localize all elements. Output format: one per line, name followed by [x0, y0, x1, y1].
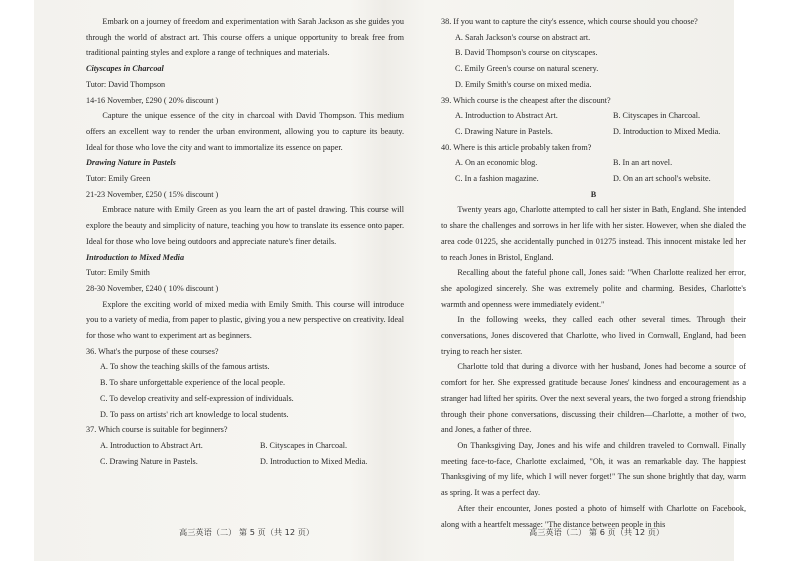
passage-paragraph-1: Twenty years ago, Charlotte attempted to call her sister in Bath, England. She intended to share the challenges and sorrows in her life with her sister. However, when she dialed the area code 01225, she accidentally punched in 01275 instead. This innocent mistake led her to reach Jones in Bristol, England. — [441, 205, 746, 262]
passage-paragraph-6: After their encounter, Jones posted a photo of himself with Charlotte on Facebook, along with a heartfelt message: "The distance between people in this — [441, 503, 746, 529]
course3-date: 21-23 November, £250 ( 15% discount ) — [86, 189, 219, 199]
course2-description: Capture the unique essence of the city in charcoal with David Thompson. This medium offers an excellent way to render the urban environment, allowing you to capture its beauty. Ideal for those who love the city and want to immortalize its essence on paper. — [86, 111, 404, 152]
passage-paragraph-5: On Thanksgiving Day, Jones and his wife and children traveled to Cornwall. Finally meeting face-to-face, Charlotte exclaimed, "Oh, it was an remarkable day. The happiest Thanksgiving of my life, which I will never forget!" The sun shone brightly that day, warm as spring. It was a perfect day. — [441, 440, 746, 498]
q40-option-c: C. In a fashion magazine. — [455, 174, 539, 184]
q38-option-b: B. David Thompson's course on cityscapes. — [455, 48, 598, 58]
q37-option-a: A. Introduction to Abstract Art. — [100, 440, 203, 450]
course3-description: Embrace nature with Emily Green as you learn the art of pastel drawing. This course will explore the beauty and simplicity of nature, teaching you how to translate its essence onto paper. Ideal for those who love being outdoors and appreciate nature's finer details. — [86, 205, 404, 246]
question-37: 37. Which course is suitable for beginners? — [86, 425, 228, 435]
question-40: 40. Where is this article probably taken from? — [441, 142, 592, 152]
course4-tutor: Tutor: Emily Smith — [86, 268, 150, 278]
q40-option-a: A. On an economic blog. — [455, 158, 538, 168]
q39-option-c: C. Drawing Nature in Pastels. — [455, 126, 553, 136]
left-column — [86, 14, 404, 469]
q36-option-c: C. To develop creativity and self-expression of individuals. — [100, 393, 294, 403]
course3-title: Drawing Nature in Pastels — [86, 158, 176, 168]
course4-description: Explore the exciting world of mixed media with Emily Smith. This course will introduce you to a variety of media, from paper to plastic, giving you a new perspective on creativity. Ideal for those who want to experiment art as beginners. — [86, 299, 404, 341]
q38-option-a: A. Sarah Jackson's course on abstract art. — [455, 32, 591, 42]
course2-date: 14-16 November, £290 ( 20% discount ) — [86, 95, 219, 105]
q40-options-row1 — [441, 155, 746, 171]
course1-description: Embark on a journey of freedom and experimentation with Sarah Jackson as she guides you through the world of abstract art. This course offers a unique opportunity to break free from traditional painting styles and explore a range of techniques and materials. — [86, 17, 404, 58]
right-column — [441, 14, 746, 532]
q39-option-b: B. Cityscapes in Charcoal. — [613, 111, 701, 121]
course4-title: Introduction to Mixed Media — [86, 252, 185, 262]
page-footer-right: 高三英语（二） 第 6 页（共 12 页） — [529, 527, 665, 537]
q38-option-c: C. Emily Green's course on natural scenery. — [455, 64, 599, 74]
page-footer-left: 高三英语（二） 第 5 页（共 12 页） — [179, 527, 315, 537]
course4-date: 28-30 November, £240 ( 10% discount ) — [86, 283, 219, 293]
q37-option-d: D. Introduction to Mixed Media. — [260, 456, 368, 466]
question-39: 39. Which course is the cheapest after the discount? — [441, 95, 611, 105]
q37-option-c: C. Drawing Nature in Pastels. — [100, 456, 198, 466]
q37-options-row2 — [86, 454, 404, 470]
question-36: 36. What's the purpose of these courses? — [86, 346, 219, 356]
q38-option-d: D. Emily Smith's course on mixed media. — [455, 79, 592, 89]
q40-option-b: B. In an art novel. — [613, 158, 673, 168]
q40-options-row2 — [441, 171, 746, 187]
q37-options-row1 — [86, 438, 404, 454]
q39-options-row1 — [441, 108, 746, 124]
q39-options-row2 — [441, 124, 746, 140]
q36-option-d: D. To pass on artists' rich art knowledge to local students. — [100, 409, 289, 419]
q37-option-b: B. Cityscapes in Charcoal. — [260, 440, 348, 450]
q39-option-d: D. Introduction to Mixed Media. — [613, 126, 721, 136]
section-b-heading: B — [590, 189, 597, 199]
exam-sheet — [34, 0, 746, 561]
course2-tutor: Tutor: David Thompson — [86, 79, 166, 89]
question-38: 38. If you want to capture the city's essence, which course should you choose? — [441, 17, 698, 26]
passage-paragraph-3: In the following weeks, they called each other several times. Through their conversations, Jones discovered that Charlotte, who lived in Cornwall, England, had been trying to reach her sister. — [441, 315, 746, 356]
course2-title: Cityscapes in Charcoal — [86, 64, 164, 74]
q36-option-a: A. To show the teaching skills of the famous artists. — [100, 362, 270, 372]
q39-option-a: A. Introduction to Abstract Art. — [455, 111, 558, 121]
passage-paragraph-4: Charlotte told that during a divorce with her husband, Jones had become a source of comfort for her. She expressed gratitude because Jones' kindness and encouragement as a stranger had lifted her spirits. Over the next several years, the two forged a strong friendship through their phone conversations, discussing their children—Charlotte, a mother of two, and Jones, a father of three. — [441, 362, 746, 435]
q40-option-d: D. On an art school's website. — [613, 174, 711, 184]
course3-tutor: Tutor: Emily Green — [86, 174, 151, 184]
passage-paragraph-2: Recalling about the fateful phone call, Jones said: "When Charlotte realized her error, she apologized sincerely. She was extremely polite and charming. Besides, Charlotte's warmth and openness were immediately evident." — [441, 268, 746, 309]
q36-option-b: B. To share unforgettable experience of the local people. — [100, 378, 286, 388]
